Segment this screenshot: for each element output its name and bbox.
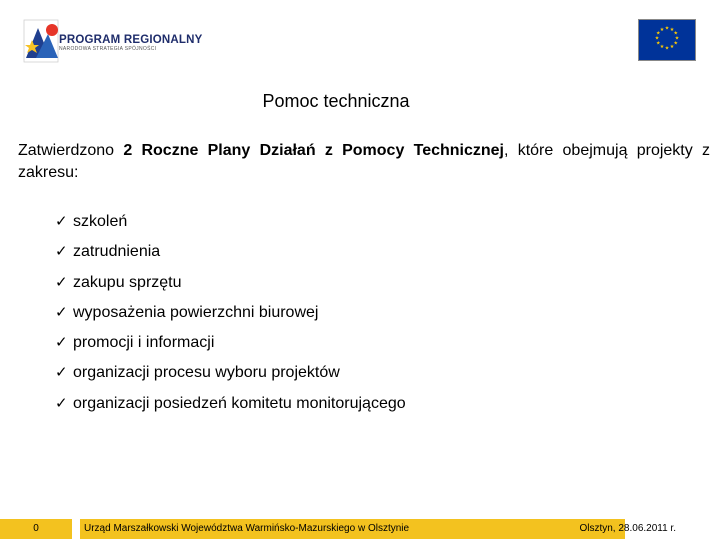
- list-item-label: organizacji procesu wyboru projektów: [73, 364, 340, 382]
- svg-text:★: ★: [664, 45, 670, 52]
- svg-text:★: ★: [654, 35, 660, 42]
- eu-flag-icon: [638, 19, 696, 61]
- svg-text:★: ★: [659, 26, 665, 33]
- list-item: [55, 237, 406, 267]
- footer-institution: Urząd Marszałkowski Województwa Warmińsko-Mazurskiego w Olsztynie: [84, 523, 410, 534]
- regional-program-icon: [22, 18, 62, 64]
- list-item-label: wyposażenia powierzchni biurowej: [73, 303, 319, 321]
- list-item: [55, 207, 406, 237]
- list-item-label: organizacji posiedzeń komitetu monitorującego: [73, 394, 406, 412]
- footer-date-cell: [540, 519, 720, 539]
- logo-title: PROGRAM REGIONALNY: [59, 34, 203, 46]
- list-item: [55, 389, 406, 419]
- page-number: 0: [0, 519, 72, 539]
- list-item: [55, 328, 406, 358]
- scope-list: [55, 207, 406, 419]
- intro-text-start: Zatwierdzono: [18, 142, 124, 159]
- check-icon: ✓: [55, 394, 68, 412]
- check-icon: ✓: [55, 243, 68, 261]
- logo-subtitle: NARODOWA STRATEGIA SPÓJNOŚCI: [59, 46, 157, 52]
- intro-paragraph: [18, 140, 710, 184]
- footer-date: Olsztyn, 28.06.2011 r.: [579, 523, 676, 534]
- list-item: [55, 268, 406, 298]
- list-item: [55, 358, 406, 388]
- list-item-label: zakupu sprzętu: [73, 273, 182, 291]
- svg-text:★: ★: [659, 44, 665, 51]
- list-item-label: promocji i informacji: [73, 334, 215, 352]
- slide-title: Pomoc techniczna: [262, 91, 410, 111]
- list-item: [55, 298, 406, 328]
- svg-text:★: ★: [655, 30, 661, 37]
- intro-text-end: , które obejmują projekty z zakresu:: [18, 142, 710, 181]
- check-icon: ✓: [55, 364, 68, 382]
- svg-text:★: ★: [669, 26, 675, 33]
- check-icon: ✓: [55, 273, 68, 291]
- list-item-label: zatrudnienia: [73, 243, 161, 261]
- svg-text:★: ★: [664, 25, 670, 32]
- svg-text:★: ★: [673, 30, 679, 37]
- check-icon: ✓: [55, 303, 68, 321]
- check-icon: ✓: [55, 334, 68, 352]
- svg-text:★: ★: [655, 40, 661, 47]
- svg-text:★: ★: [669, 44, 675, 51]
- program-regionalny-logo: [22, 18, 212, 68]
- svg-text:★: ★: [673, 40, 679, 47]
- intro-bold-plans: 2 Roczne Plany Działań z Pomocy Technicznej: [123, 142, 504, 159]
- check-icon: ✓: [55, 213, 68, 230]
- svg-text:★: ★: [674, 35, 680, 42]
- list-item-label: szkoleń: [73, 213, 128, 230]
